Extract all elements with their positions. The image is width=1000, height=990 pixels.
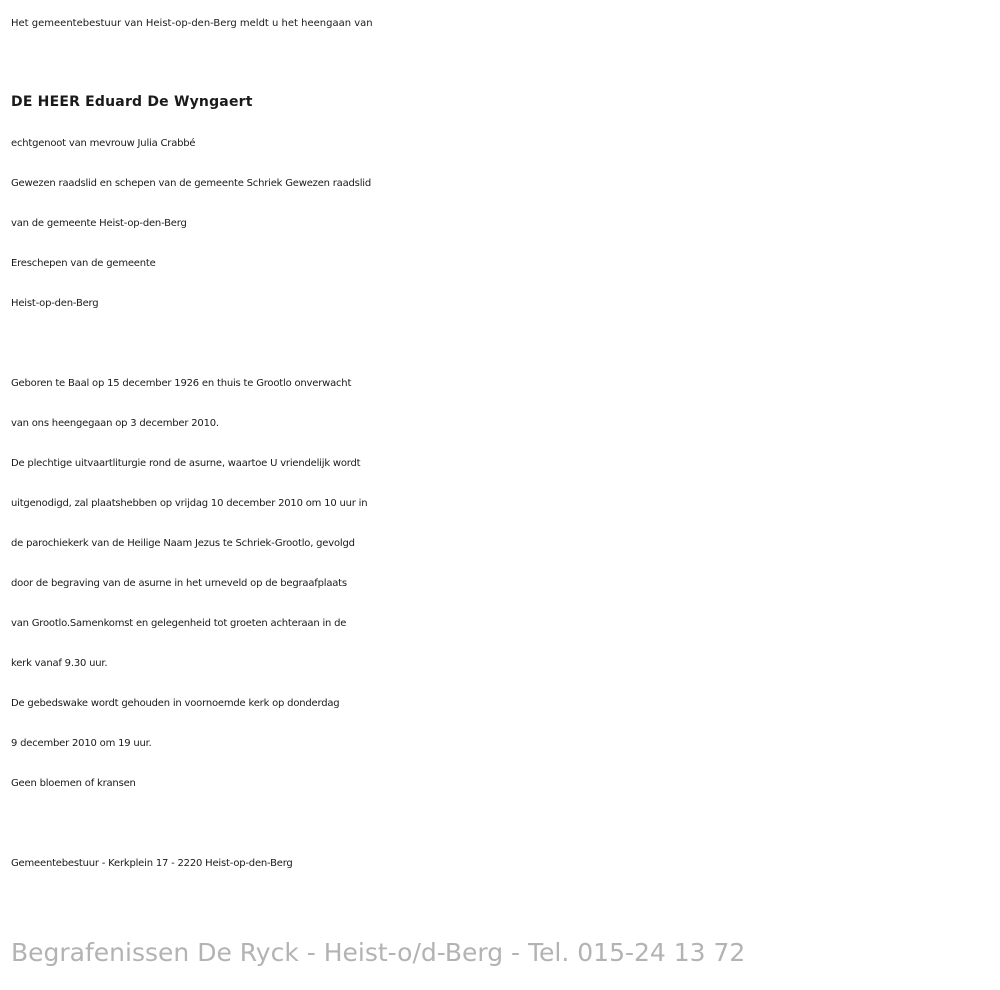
detail-line: Geboren te Baal op 15 december 1926 en thuis te Grootlo onverwacht [11, 378, 352, 389]
detail-line: De plechtige uitvaartliturgie rond de asurne, waartoe U vriendelijk wordt [11, 458, 361, 469]
details-block [11, 364, 993, 804]
title-line: Gewezen raadslid en schepen van de gemeente Schriek Gewezen raadslid [11, 178, 371, 189]
deceased-name: DE HEER Eduard De Wyngaert [11, 94, 253, 110]
funeral-home-credit: Begrafenissen De Ryck - Heist-o/d-Berg - Tel. 015-24 13 72 [11, 938, 746, 967]
detail-line: door de begraving van de asurne in het urneveld op de begraafplaats [11, 578, 347, 589]
address-line: Gemeentebestuur - Kerkplein 17 - 2220 Heist-op-den-Berg [11, 858, 293, 869]
detail-line: uitgenodigd, zal plaatshebben op vrijdag 10 december 2010 om 10 uur in [11, 498, 368, 509]
spacer [11, 804, 993, 844]
title-line: Ereschepen van de gemeente [11, 258, 156, 269]
detail-line: kerk vanaf 9.30 uur. [11, 658, 108, 669]
detail-line: 9 december 2010 om 19 uur. [11, 738, 152, 749]
detail-line: De gebedswake wordt gehouden in voornoemde kerk op donderdag [11, 698, 340, 709]
detail-line: van ons heengegaan op 3 december 2010. [11, 418, 219, 429]
death-notice [11, 4, 993, 884]
title-line: echtgenoot van mevrouw Julia Crabbé [11, 138, 196, 149]
detail-line: van Grootlo.Samenkomst en gelegenheid tot groeten achteraan in de [11, 618, 347, 629]
intro-text: Het gemeentebestuur van Heist-op-den-Berg meldt u het heengaan van [11, 18, 373, 29]
spacer [11, 324, 993, 364]
title-line: Heist-op-den-Berg [11, 298, 99, 309]
titles-block [11, 124, 993, 324]
title-line: van de gemeente Heist-op-den-Berg [11, 218, 187, 229]
detail-line: de parochiekerk van de Heilige Naam Jezus te Schriek-Grootlo, gevolgd [11, 538, 355, 549]
detail-line: Geen bloemen of kransen [11, 778, 136, 789]
